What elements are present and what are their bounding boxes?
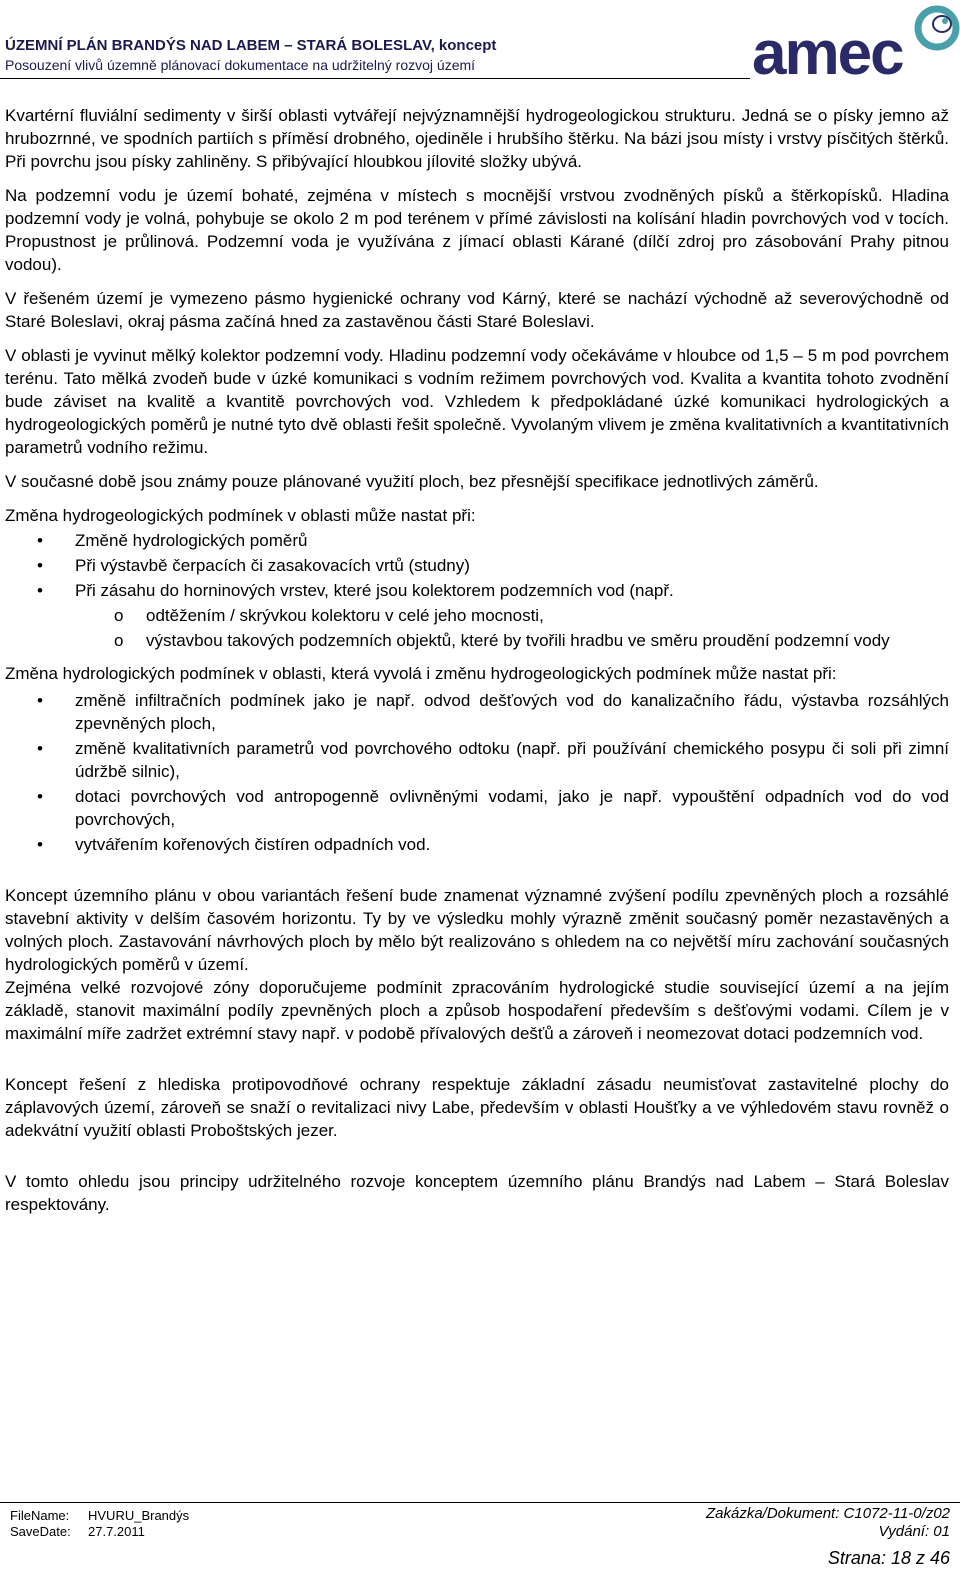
- paragraph-protection-zone: V řešeném území je vymezeno pásmo hygienické ochrany vod Kárný, které se nachází východně až severovýchodně od Staré Boleslavi, okraj pásma začíná hned za zastavěnou části Staré Boleslavi.: [5, 289, 949, 331]
- document-title: ÚZEMNÍ PLÁN BRANDÝS NAD LABEM – STARÁ BOLESLAV, koncept: [5, 37, 497, 54]
- document-subtitle: Posouzení vlivů územně plánovací dokumentace na udržitelný rozvoj území: [5, 57, 476, 73]
- list-item: • Při výstavbě čerpacích či zasakovacích vrtů (studny): [5, 554, 949, 577]
- paragraph-conclusion: V tomto ohledu jsou principy udržitelného rozvoje konceptem územního plánu Brandýs nad Labem – Stará Boleslav respektovány.: [5, 1172, 949, 1214]
- footer-issue: Vydání: 01: [878, 1523, 950, 1540]
- footer-filename-value: HVURU_Brandýs: [88, 1508, 190, 1523]
- sub-list-item: o výstavbou takových podzemních objektů, které by tvořili hradbu ve směru proudění podzemní vody: [5, 629, 949, 652]
- paragraph-concept: Koncept územního plánu v obou variantách řešení bude znamenat významné zvýšení podílu zpevněných ploch a rozsáhlé stavební aktivity v delším časovém horizontu. Ty by ve výsledku mohly výrazně změnit současný poměr nezastavěných a volných ploch. Zastavování návrhových ploch by mělo být realizováno s ohledem na co největší míru zachování současných hydrologických poměrů v území.: [5, 886, 949, 974]
- footer-divider: [0, 1502, 960, 1503]
- hydro-change-list: [5, 689, 949, 856]
- list-item: • Při zásahu do horninových vrstev, které jsou kolektorem podzemních vod (např.: [5, 579, 949, 602]
- paragraph-groundwater: Na podzemní vodu je území bohaté, zejména v místech s mocnější vrstvou zvodněných písků a štěrkopísků. Hladina podzemní vody je volná, pohybuje se okolo 2 m pod terénem v přímé závislosti na kolísání hladin povrchových vod v tocích. Propustnost je průlinová. Podzemní voda je využívána z jímací oblasti Kárané (dílčí zdroj pro zásobování Prahy pitnou vodou).: [5, 186, 949, 274]
- footer-page-number: Strana: 18 z 46: [827, 1548, 950, 1568]
- list-item: • změně kvalitativních parametrů vod povrchového odtoku (např. při používání chemického posypu či soli při zimní údržbě silnic),: [5, 737, 949, 783]
- paragraph-planned-use: V současné době jsou známy pouze plánované využití ploch, bez přesnější specifikace jednotlivých záměrů.: [5, 472, 819, 491]
- footer-savedate-value: 27.7.2011: [88, 1524, 145, 1539]
- footer-filename-label: FileName:: [10, 1508, 70, 1523]
- footer-savedate-label: SaveDate:: [10, 1524, 71, 1539]
- sub-list-item: o odtěžením / skrývkou kolektoru v celé jeho mocnosti,: [5, 604, 949, 627]
- paragraph-aquifer: V oblasti je vyvinut mělký kolektor podzemní vody. Hladinu podzemní vody očekáváme v hloubce od 1,5 – 5 m pod povrchem terénu. Tato mělká zvodeň bude v úzké komunikaci s vodním režimem povrchových vod. Kvalita a kvantita tohoto zvodnění bude záviset na kvalitě a kvantitě povrchových vod. Vzhledem k předpokládané úzké komunikaci hydrologických a hydrogeologických poměrů je nutné tyto dvě oblasti řešit společně. Vyvolaným vlivem je změna kvalitativních a kvantitativních parametrů vodního režimu.: [5, 346, 949, 457]
- paragraph-recommendation: Zejména velké rozvojové zóny doporučujeme podmínit zpracováním hydrologické studie související území a na jejím základě, stanovit maximální podíly zpevněných ploch a způsob hospodaření především s dešťovými vodami. Cílem je v maximální míře zadržet extrémní stavy např. v podobě přívalových dešťů a zároveň i neomezovat dotaci podzemních vod.: [5, 978, 949, 1043]
- logo-wordmark: amec: [752, 19, 903, 80]
- logo-swirl-icon: [918, 9, 956, 47]
- paragraph-geology: Kvartérní fluviální sedimenty v širší oblasti vytvářejí nejvýznamnější hydrogeologickou strukturu. Jedná se o písky jemno až hrubozrnné, ve spodních partiích s příměsí drobného, ojediněle i hrubšího štěrku. Na bázi jsou místy i vrstvy písčitých štěrků. Při povrchu jsou písky zahliněny. S přibývající hloubkou jílovité složky ubývá.: [5, 106, 949, 171]
- list-item: • změně infiltračních podmínek jako je např. odvod dešťových vod do kanalizačního řádu, výstavba rozsáhlých zpevněných ploch,: [5, 689, 949, 735]
- paragraph-hydro-change-intro: Změna hydrologických podmínek v oblasti, která vyvolá i změnu hydrogeologických podmínek může nastat při:: [5, 664, 837, 683]
- hydrogeo-change-list: [5, 529, 949, 652]
- footer-document-id: Zakázka/Dokument: C1072-11-0/z02: [705, 1505, 950, 1522]
- header-divider: [0, 78, 750, 79]
- list-item: • vytvářením kořenových čistíren odpadních vod.: [5, 833, 949, 856]
- page-header: [0, 0, 960, 80]
- page-content: [5, 104, 949, 1227]
- paragraph-hydrogeo-change-intro: Změna hydrogeologických podmínek v oblasti může nastat při:: [5, 506, 476, 525]
- list-item: • dotaci povrchových vod antropogenně ovlivněnými vodami, jako je např. vypouštění odpadních vod do vod povrchových,: [5, 785, 949, 831]
- paragraph-flood-protection: Koncept řešení z hlediska protipovodňové ochrany respektuje základní zásadu neumisťovat zastavitelné plochy do záplavových území, zároveň se snaží o revitalizaci nivy Labe, především v oblasti Houšťky a ve výhledovém stavu rovněž o adekvátní využití oblasti Proboštských jezer.: [5, 1075, 949, 1140]
- amec-logo: [752, 2, 960, 80]
- list-item: • Změně hydrologických poměrů: [5, 529, 949, 552]
